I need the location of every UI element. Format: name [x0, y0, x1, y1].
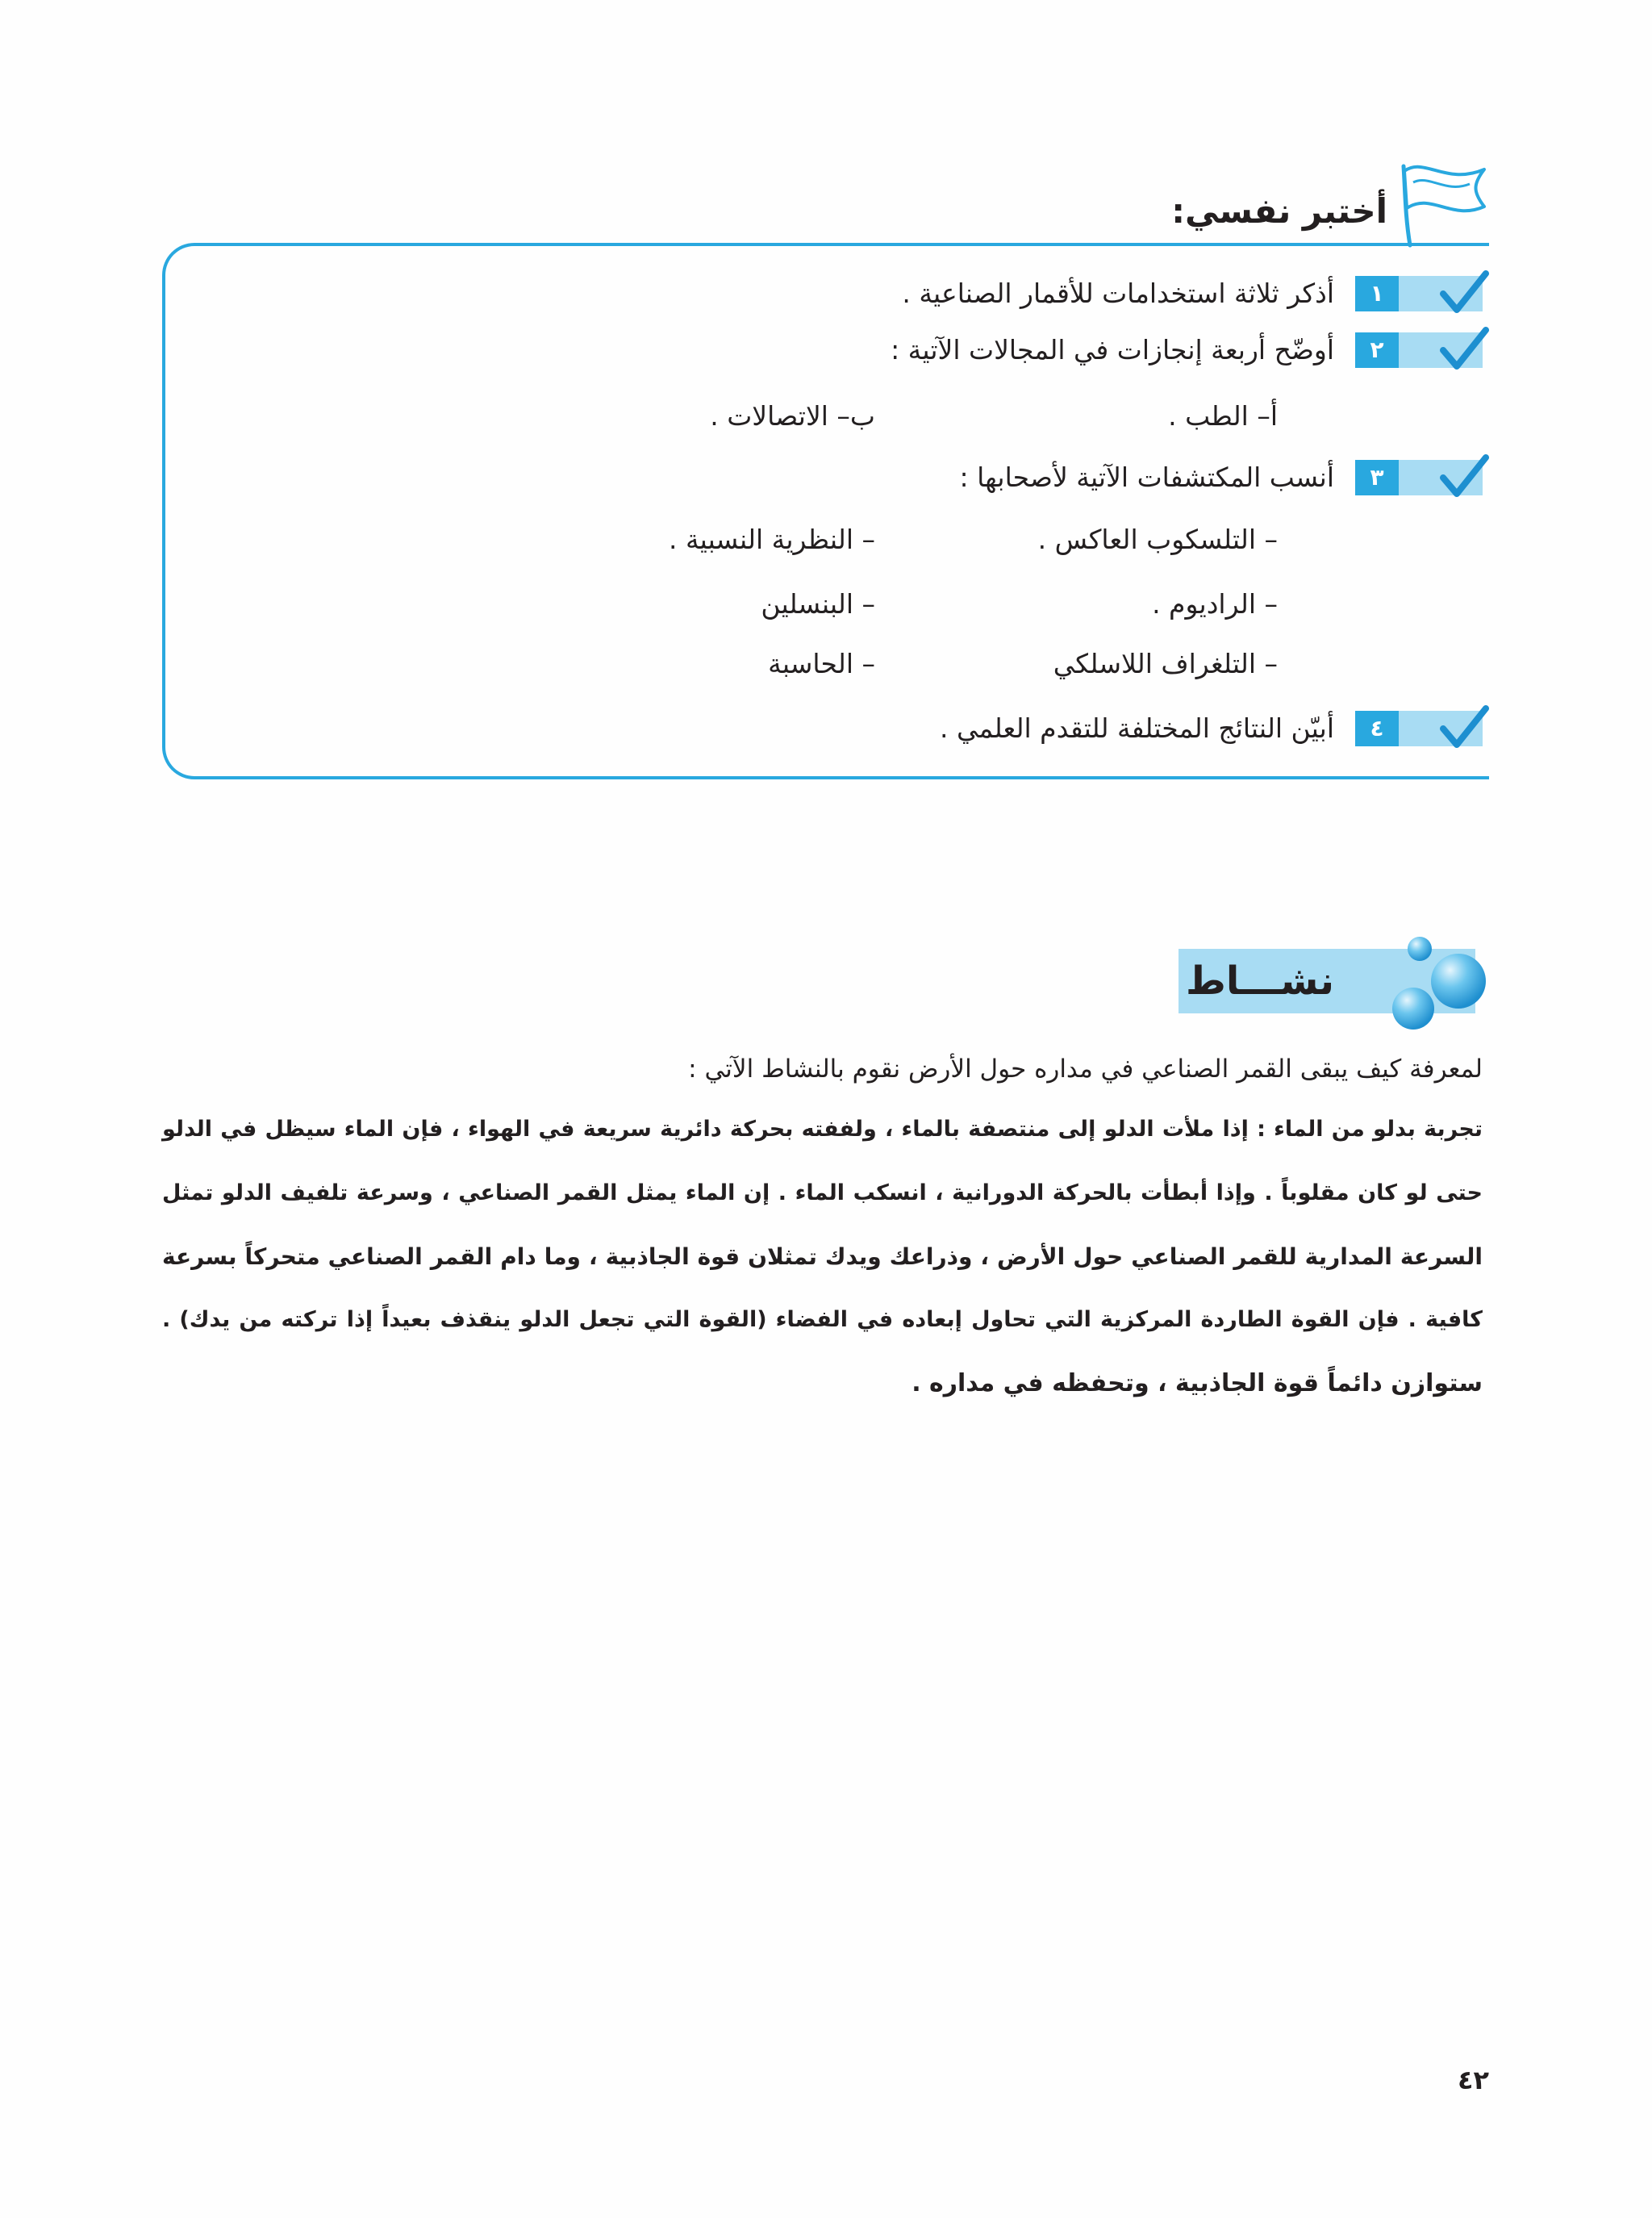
self-test-title: أختبر نفسي: — [1171, 191, 1387, 231]
activity-paragraph-text: السرعة المدارية للقمر الصناعي حول الأرض ، وذراعك ويدك تمثلان قوة الجاذبية ، وما دام القمر الصناعي متحركاً بسرعة — [162, 1243, 1483, 1270]
question-text: أذكر ثلاثة استخدامات للأقمار الصناعية . — [902, 278, 1334, 309]
activity-paragraph-text: كافية . فإن القوة الطاردة المركزية التي تحاول إبعاده في الفضاء (القوة التي تجعل الدلو ينقذف بعيداً إذا تركته من يدك) . — [162, 1307, 1483, 1332]
self-test-box — [162, 243, 1489, 779]
question-text: أنسب المكتشفات الآتية لأصحابها : — [959, 462, 1334, 493]
activity-paragraph-line — [162, 1237, 1483, 1277]
activity-title: نشـــاط — [1186, 959, 1334, 1004]
activity-paragraph-text: ستوازن دائماً قوة الجاذبية ، وتحفظه في مداره . — [912, 1369, 1483, 1397]
flag-icon — [1389, 158, 1489, 249]
question-number-badge: ٤ — [1355, 711, 1399, 746]
question-text: أبيّن النتائج المختلفة للتقدم العلمي . — [940, 712, 1334, 744]
question-number-badge: ٣ — [1355, 460, 1399, 495]
checkmark-icon — [1439, 453, 1489, 499]
activity-paragraph-line — [162, 1173, 1483, 1213]
question-option: ب– الاتصالات . — [710, 400, 875, 432]
question-option: – التلسكوب العاكس . — [1037, 524, 1278, 555]
bubbles-icon — [1371, 929, 1491, 1034]
checkmark-icon — [1439, 704, 1489, 750]
activity-paragraph-line — [162, 1364, 1483, 1404]
question-option: أ– الطب . — [1168, 400, 1278, 432]
activity-paragraph-text: حتى لو كان مقلوباً . وإذا أبطأت بالحركة الدورانية ، انسكب الماء . إن الماء يمثل القمر الصناعي ، وسرعة تلفيف الدلو تمثل — [162, 1180, 1483, 1205]
checkmark-icon — [1439, 326, 1489, 371]
question-option: – الحاسبة — [768, 648, 875, 679]
question-option: – النظرية النسبية . — [668, 524, 875, 555]
question-number-badge: ١ — [1355, 276, 1399, 311]
question-text: أوضّح أربعة إنجازات في المجالات الآتية : — [891, 334, 1334, 365]
activity-intro: لمعرفة كيف يبقى القمر الصناعي في مداره حول الأرض نقوم بالنشاط الآتي : — [688, 1055, 1483, 1084]
question-number-badge: ٢ — [1355, 332, 1399, 368]
activity-paragraph-line — [162, 1300, 1483, 1340]
activity-paragraph-line — [162, 1109, 1483, 1150]
activity-paragraph-text: تجربة بدلو من الماء : إذا ملأت الدلو إلى منتصفة بالماء ، ولففته بحركة دائرية سريعة في الهواء ، فإن الماء سيظل في الدلو — [162, 1117, 1483, 1142]
question-option: – الراديوم . — [1152, 588, 1278, 620]
page-number: ٤٢ — [1457, 2065, 1489, 2095]
question-option: – البنسلين — [761, 588, 875, 620]
question-option: – التلغراف اللاسلكي — [1053, 648, 1278, 679]
checkmark-icon — [1439, 269, 1489, 315]
